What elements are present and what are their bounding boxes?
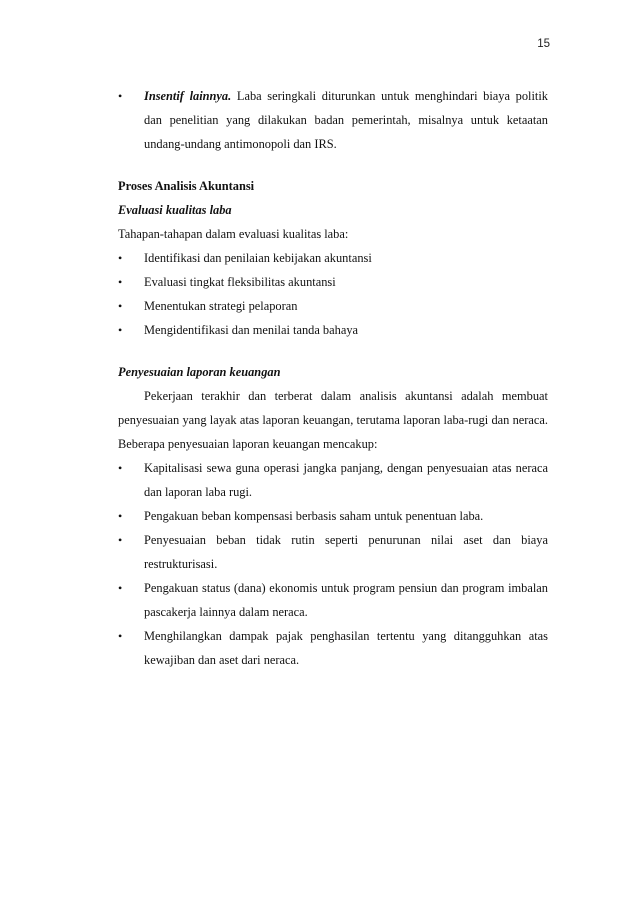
evaluation-steps-list (118, 246, 548, 342)
subsection-intro: Tahapan-tahapan dalam evaluasi kualitas laba: (118, 227, 349, 241)
body-paragraph: Pekerjaan terakhir dan terberat dalam analisis akuntansi adalah membuat penyesuaian yang layak atas laporan keuangan, terutama laporan laba-rugi dan neraca. Beberapa penyesuaian laporan keuangan mencakup: (118, 389, 548, 451)
bullet-text: Laba seringkali diturunkan untuk menghindari biaya politik dan penelitian yang dilakukan badan pemerintah, misalnya untuk ketaatan undang-undang antimonopoli dan IRS. (144, 89, 548, 151)
adjustments-list (118, 456, 548, 672)
list-item: • Pengakuan status (dana) ekonomis untuk program pensiun dan program imbalan pascakerja lainnya dalam neraca. (118, 576, 548, 624)
list-item (118, 84, 548, 156)
page-number: 15 (537, 38, 550, 50)
list-item: • Identifikasi dan penilaian kebijakan akuntansi (118, 246, 548, 270)
list-item: • Menentukan strategi pelaporan (118, 294, 548, 318)
intro-bullet-list (118, 84, 548, 156)
document-body (118, 84, 548, 672)
list-item: • Menghilangkan dampak pajak penghasilan tertentu yang ditangguhkan atas kewajiban dan aset dari neraca. (118, 624, 548, 672)
section-title: Proses Analisis Akuntansi (118, 179, 255, 193)
list-item: • Penyesuaian beban tidak rutin seperti penurunan nilai aset dan biaya restrukturisasi. (118, 528, 548, 576)
subsection-title-kualitas-laba: Evaluasi kualitas laba (118, 203, 232, 217)
list-item: • Pengakuan beban kompensasi berbasis saham untuk penentuan laba. (118, 504, 548, 528)
list-item: • Kapitalisasi sewa guna operasi jangka panjang, dengan penyesuaian atas neraca dan laporan laba rugi. (118, 456, 548, 504)
bullet-lead: Insentif lainnya. (144, 89, 232, 103)
subsection-title-penyesuaian: Penyesuaian laporan keuangan (118, 365, 281, 379)
list-item: • Evaluasi tingkat fleksibilitas akuntansi (118, 270, 548, 294)
list-item: • Mengidentifikasi dan menilai tanda bahaya (118, 318, 548, 342)
